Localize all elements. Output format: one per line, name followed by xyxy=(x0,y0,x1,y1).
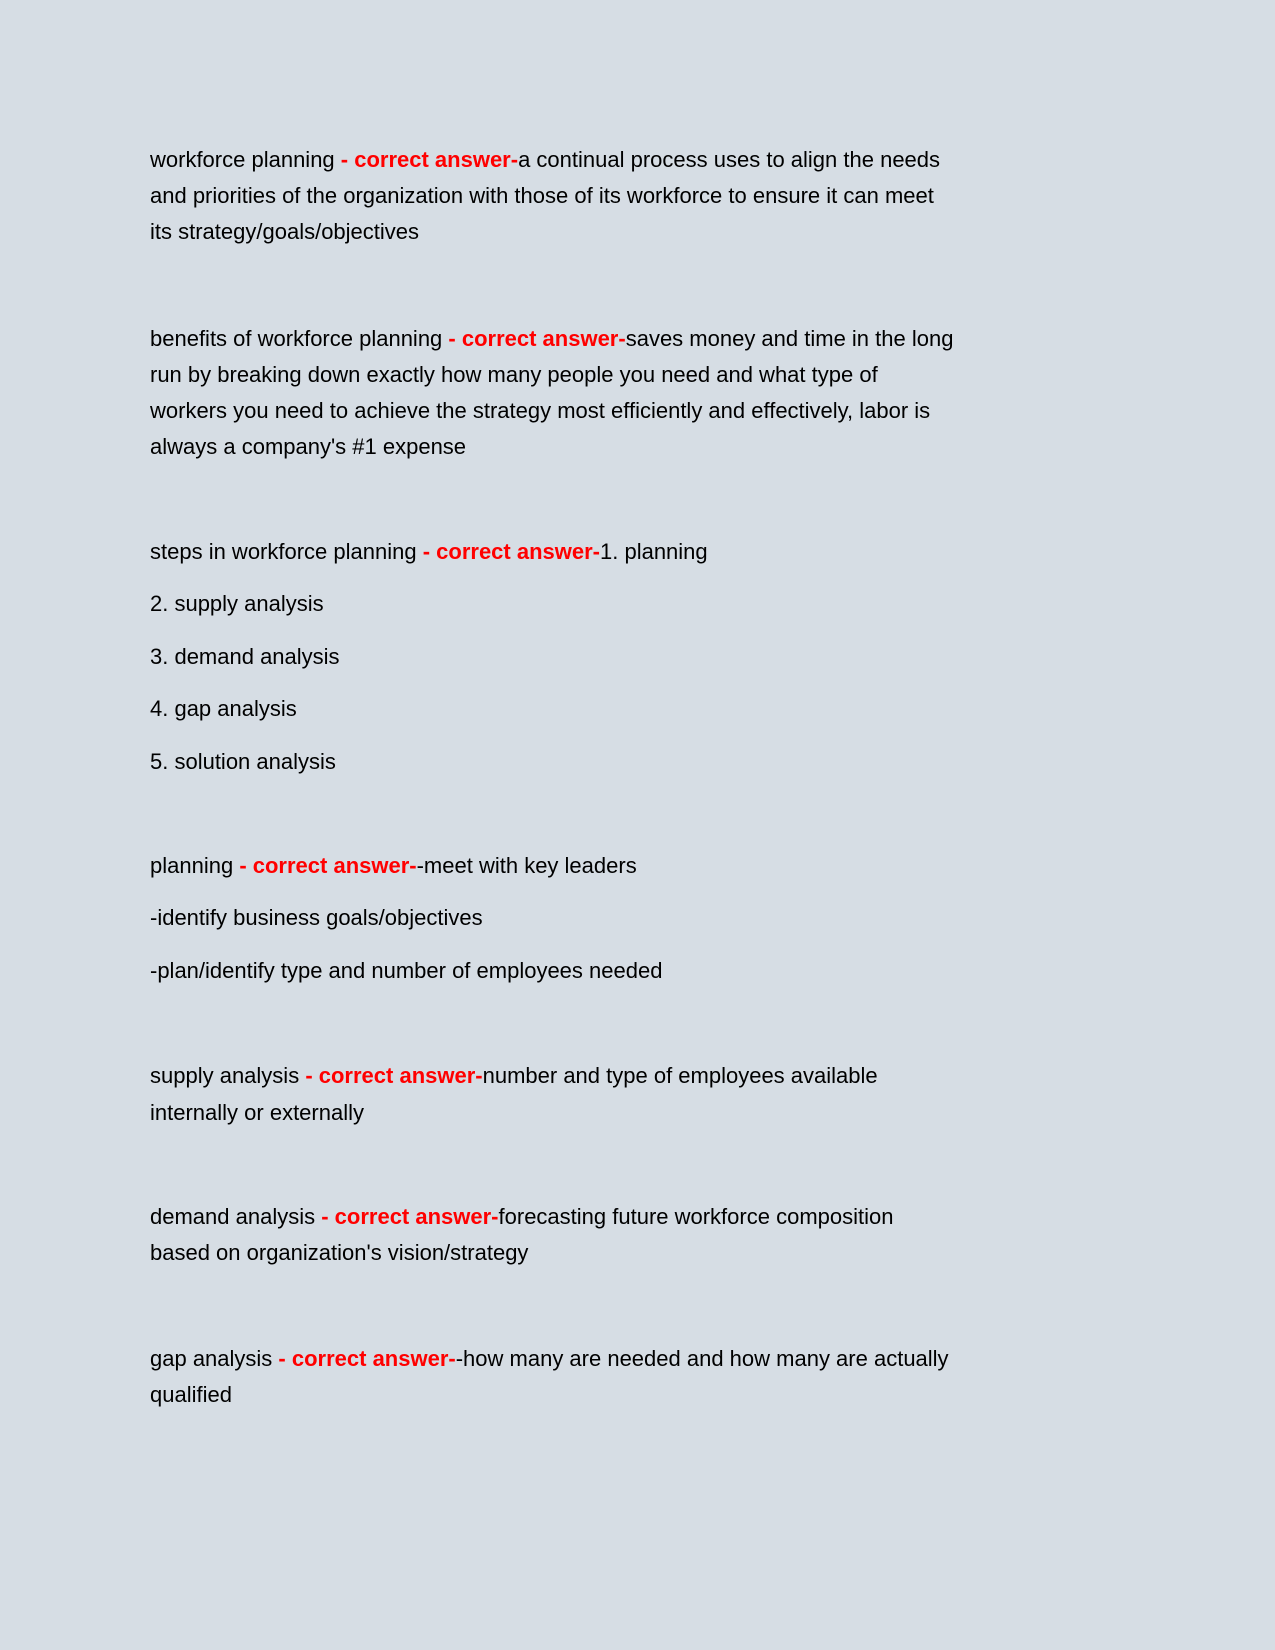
list-item: 2. supply analysis xyxy=(150,591,324,616)
answer-text: number and type of employees available xyxy=(482,1063,878,1088)
term: benefits of workforce planning xyxy=(150,326,449,351)
answer-text: 1. planning xyxy=(600,539,708,564)
list-item: -identify business goals/objectives xyxy=(150,905,483,930)
entry-steps xyxy=(150,534,708,570)
list-item: -plan/identify type and number of employees needed xyxy=(150,958,663,983)
term: demand analysis xyxy=(150,1204,322,1229)
term: workforce planning xyxy=(150,147,341,172)
answer-text: always a company's #1 expense xyxy=(150,434,467,459)
answer-marker: - correct answer- xyxy=(448,326,626,351)
entry-demand-analysis xyxy=(150,1199,893,1235)
answer-marker: - correct answer- xyxy=(239,853,417,878)
entry-workforce-planning xyxy=(150,142,940,178)
list-item: 3. demand analysis xyxy=(150,644,340,669)
answer-text: qualified xyxy=(150,1382,232,1407)
answer-marker: - correct answer- xyxy=(278,1346,456,1371)
answer-text: run by breaking down exactly how many people you need and what type of xyxy=(150,362,878,387)
answer-text: -meet with key leaders xyxy=(416,853,637,878)
answer-marker: - correct answer- xyxy=(422,539,600,564)
term: supply analysis xyxy=(150,1063,306,1088)
answer-text: internally or externally xyxy=(150,1100,364,1125)
list-item: 4. gap analysis xyxy=(150,696,297,721)
answer-text: workers you need to achieve the strategy most efficiently and effectively, labor is xyxy=(150,398,931,423)
entry-benefits xyxy=(150,321,953,357)
term: planning xyxy=(150,853,240,878)
answer-marker: - correct answer- xyxy=(321,1204,499,1229)
entry-gap-analysis xyxy=(150,1341,949,1377)
term: steps in workforce planning xyxy=(150,539,423,564)
answer-text: based on organization's vision/strategy xyxy=(150,1240,529,1265)
answer-marker: - correct answer- xyxy=(305,1063,483,1088)
answer-text: forecasting future workforce composition xyxy=(498,1204,894,1229)
entry-supply-analysis xyxy=(150,1058,878,1094)
answer-text: and priorities of the organization with those of its workforce to ensure it can meet xyxy=(150,183,934,208)
answer-text: its strategy/goals/objectives xyxy=(150,219,420,244)
entry-planning xyxy=(150,848,637,884)
answer-marker: - correct answer- xyxy=(340,147,519,172)
answer-text: saves money and time in the long xyxy=(625,326,954,351)
term: gap analysis xyxy=(150,1346,279,1371)
answer-text: -how many are needed and how many are actually xyxy=(455,1346,949,1371)
list-item: 5. solution analysis xyxy=(150,749,336,774)
answer-text: a continual process uses to align the needs xyxy=(518,147,941,172)
